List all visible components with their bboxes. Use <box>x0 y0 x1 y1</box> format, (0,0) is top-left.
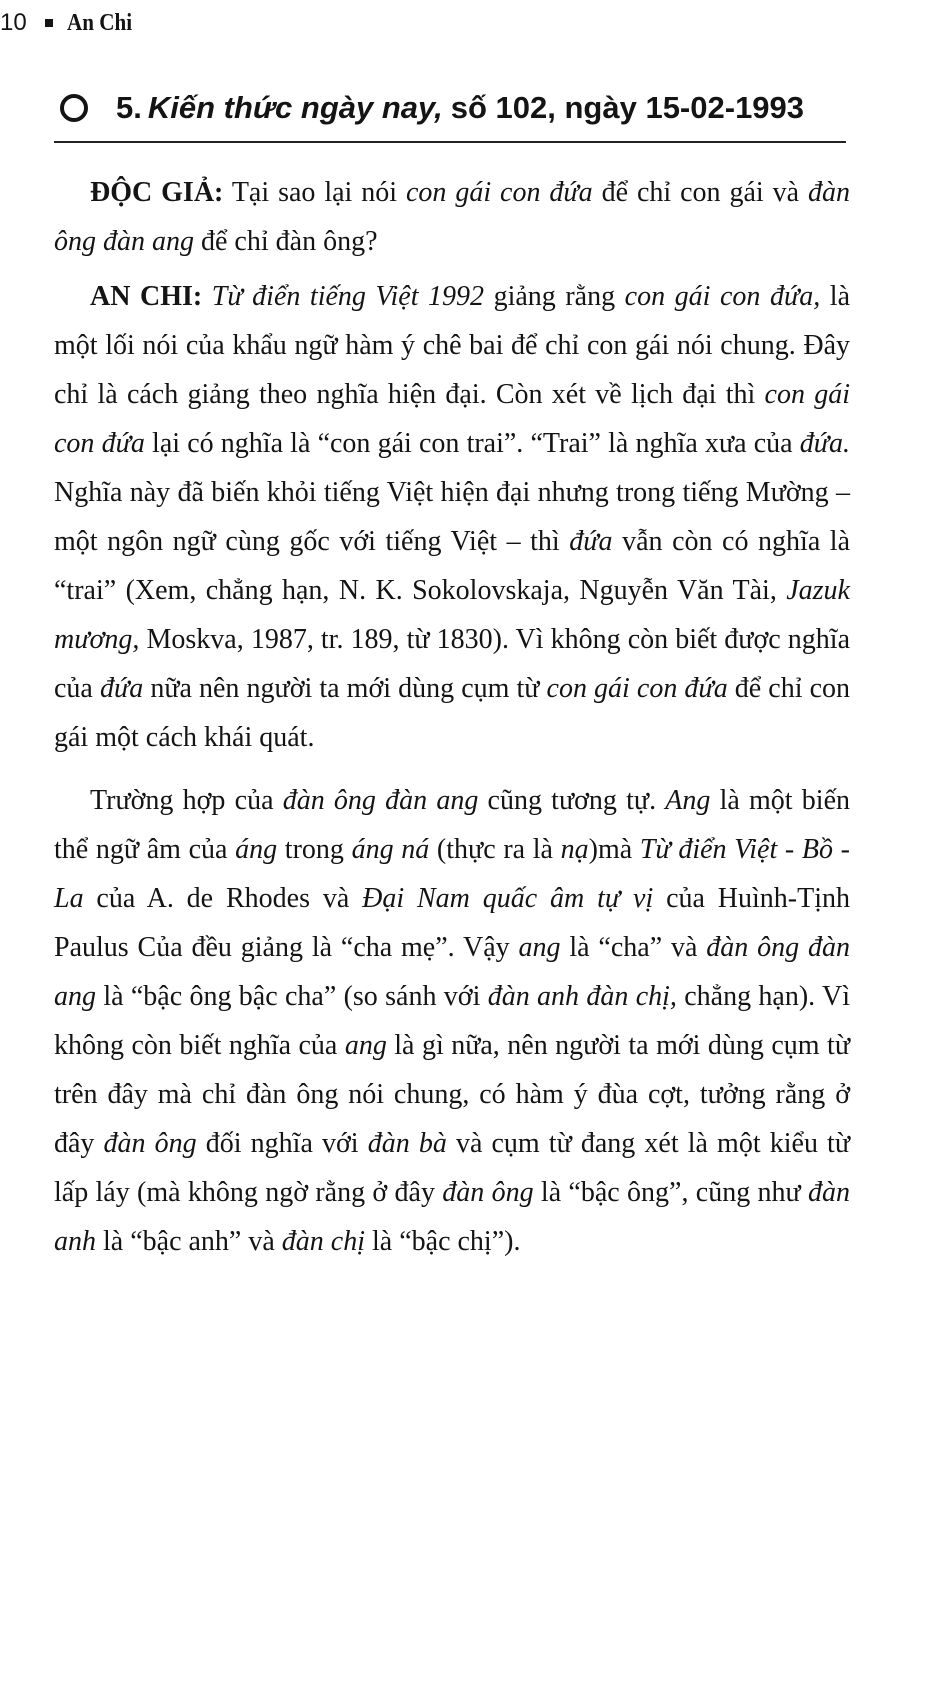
italic-term: đàn anh <box>54 1177 851 1257</box>
italic-term: nạ <box>560 834 589 865</box>
text-run: để chỉ con gái một cách khái quát. <box>54 673 851 753</box>
italic-term: đứa. <box>799 428 850 459</box>
text-run: (thực ra là <box>429 834 561 865</box>
text-run: Tại sao lại nói <box>223 177 406 208</box>
section-publication: Kiến thức ngày nay, <box>147 90 443 125</box>
running-head-author: An Chi <box>66 10 132 36</box>
text-run: nữa nên người ta mới dùng cụm từ <box>143 673 547 704</box>
italic-term: đàn ông đàn ang <box>54 177 850 257</box>
text-run: là “cha” và <box>560 932 707 963</box>
text-run: là gì nữa, nên người ta mới dùng cụm từ trên đây mà chỉ đàn ông nói chung, có hàm ý đùa cợt, tưởng rằng ở đây <box>54 1030 850 1159</box>
paragraph <box>54 168 850 266</box>
text-run: và cụm từ đang xét là một kiểu từ lấp láy (mà không ngờ rằng ở đây <box>54 1128 851 1208</box>
text-run: chẳng hạn). Vì không còn biết nghĩa của <box>54 981 851 1061</box>
text-run: là “bậc chị”). <box>365 1226 521 1257</box>
italic-term: đàn anh đàn chị, <box>487 981 677 1012</box>
italic-term: áng <box>235 834 278 865</box>
text-run <box>202 281 212 312</box>
running-head <box>0 8 141 38</box>
text-run: Moskva, 1987, tr. 189, từ 1830). Vì không còn biết được nghĩa của <box>54 624 850 704</box>
text-run: trong <box>277 834 352 865</box>
italic-term: đàn ông đàn ang <box>54 932 850 1012</box>
text-run: cũng tương tự. <box>478 785 666 816</box>
italic-term: đàn ông đàn ang <box>282 785 479 816</box>
italic-term: Từ điển tiếng Việt 1992 <box>211 281 485 312</box>
text-run: Nghĩa này đã biến khỏi tiếng Việt hiện đại nhưng trong tiếng Mường – một ngôn ngữ cùng gốc với tiếng Việt – thì <box>54 477 850 557</box>
italic-term: đứa <box>99 673 144 704</box>
text-run: vẫn còn có nghĩa là “trai” (Xem, chẳng hạn, N. K. Sokolovskaja, Nguyễn Văn Tài, <box>54 526 850 606</box>
text-run: của A. de Rhodes và <box>83 883 363 914</box>
circle-bullet-icon <box>60 94 88 122</box>
italic-term: con gái con đứa <box>54 379 850 459</box>
paragraph <box>54 776 850 1266</box>
text-run: của Huình-Tịnh Paulus Của đều giảng là “cha mẹ”. Vậy <box>54 883 850 963</box>
text-run: để chỉ con gái và <box>592 177 808 208</box>
text-run: là một lối nói của khẩu ngữ hàm ý chê bai để chỉ con gái nói chung. Đây chỉ là cách giảng theo nghĩa hiện đại. Còn xét về lịch đại thì <box>54 281 850 410</box>
italic-term: ang <box>518 932 561 963</box>
speaker-label: ĐỘC GIẢ: <box>90 177 224 208</box>
italic-term: đàn chị <box>281 1226 365 1257</box>
text-run: là một biến thể ngữ âm của <box>54 785 850 865</box>
italic-term: ang <box>344 1030 387 1061</box>
article-body <box>54 168 850 1266</box>
italic-term: đàn bà <box>367 1128 447 1159</box>
text-run: đối nghĩa với <box>196 1128 368 1159</box>
italic-term: con gái con đứa <box>405 177 593 208</box>
italic-term: Ang <box>665 785 711 816</box>
italic-term: Jazuk mương, <box>54 575 850 655</box>
italic-term: áng ná <box>351 834 430 865</box>
paragraph <box>54 272 850 762</box>
speaker-label: AN CHI: <box>90 281 203 312</box>
text-run: là “bậc anh” và <box>96 1226 282 1257</box>
italic-term: đứa <box>569 526 613 557</box>
text-run: Trường hợp của <box>90 785 283 816</box>
section-heading <box>60 88 820 128</box>
italic-term: con gái con đứa <box>546 673 728 704</box>
heading-rule <box>54 141 846 143</box>
section-issue: số 102, ngày 15-02-1993 <box>450 90 805 125</box>
text-run: )mà <box>588 834 640 865</box>
text-run: giảng rằng <box>484 281 625 312</box>
text-run: là “bậc ông”, cũng như <box>533 1177 809 1208</box>
section-number: 5. <box>116 90 142 125</box>
page-number: 10 <box>0 9 27 36</box>
text-run: lại có nghĩa là “con gái con trai”. “Trai” là nghĩa xưa của <box>144 428 800 459</box>
italic-term: Từ điển Việt - Bồ - La <box>54 834 850 914</box>
italic-term: Đại Nam quấc âm tự vị <box>362 883 654 914</box>
bullet-icon <box>45 19 53 27</box>
text-run: là “bậc ông bậc cha” (so sánh với <box>96 981 488 1012</box>
italic-term: đàn ông <box>103 1128 197 1159</box>
italic-term: đàn ông <box>442 1177 534 1208</box>
text-run: để chỉ đàn ông? <box>194 226 378 257</box>
italic-term: con gái con đứa, <box>624 281 821 312</box>
